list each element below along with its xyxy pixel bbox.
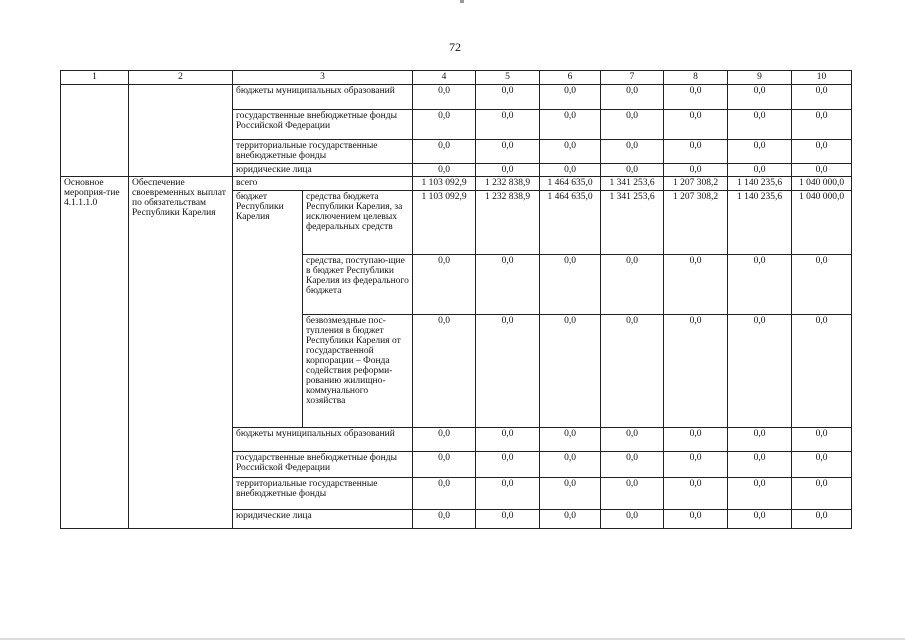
column-header: 3	[233, 71, 413, 85]
value-cell: 0,0	[664, 85, 728, 110]
column-header: 5	[476, 71, 540, 85]
source-label: государственные внебюджетные фонды Российской Федерации	[233, 110, 413, 140]
value-cell: 0,0	[540, 164, 601, 177]
value-cell: 0,0	[540, 85, 601, 110]
value-cell: 0,0	[792, 85, 852, 110]
budget-table	[60, 70, 852, 529]
total-value-cell: 1 232 838,9	[476, 177, 540, 191]
value-cell: 0,0	[540, 110, 601, 140]
page-number: 72	[449, 40, 461, 54]
value-cell: 0,0	[728, 110, 792, 140]
value-cell: 0,0	[601, 85, 664, 110]
budget-source-label: средства, поступаю-щие в бюджет Республики Карелия из федерального бюджета	[303, 255, 413, 315]
value-cell: 0,0	[540, 255, 601, 315]
value-cell: 0,0	[728, 478, 792, 510]
total-value-cell: 1 140 235,6	[728, 177, 792, 191]
total-value-cell: 1 464 635,0	[540, 177, 601, 191]
column-header: 9	[728, 71, 792, 85]
value-cell: 0,0	[792, 452, 852, 478]
value-cell: 0,0	[413, 428, 476, 452]
column-header: 8	[664, 71, 728, 85]
value-cell: 0,0	[540, 452, 601, 478]
value-cell: 0,0	[413, 478, 476, 510]
column-header: 4	[413, 71, 476, 85]
value-cell: 0,0	[601, 510, 664, 529]
value-cell: 0,0	[540, 428, 601, 452]
value-cell: 0,0	[476, 140, 540, 164]
value-cell: 0,0	[540, 510, 601, 529]
value-cell: 0,0	[540, 478, 601, 510]
source-label: юридические лица	[233, 510, 413, 529]
value-cell: 0,0	[664, 315, 728, 428]
value-cell: 0,0	[476, 478, 540, 510]
value-cell: 0,0	[476, 428, 540, 452]
value-cell: 0,0	[601, 428, 664, 452]
value-cell: 0,0	[476, 255, 540, 315]
column-header: 6	[540, 71, 601, 85]
column-header: 1	[61, 71, 129, 85]
value-cell: 0,0	[601, 255, 664, 315]
total-label: всего	[233, 177, 413, 191]
value-cell: 0,0	[540, 315, 601, 428]
source-label: территориальные государственные внебюджетные фонды	[233, 140, 413, 164]
total-value-cell: 1 341 253,6	[601, 177, 664, 191]
value-cell: 1 341 253,6	[601, 191, 664, 255]
value-cell: 0,0	[413, 140, 476, 164]
value-cell: 0,0	[413, 452, 476, 478]
measure-name: Обеспечение своевременных выплат по обязательствам Республики Карелия	[129, 177, 233, 529]
value-cell: 0,0	[476, 510, 540, 529]
value-cell: 0,0	[476, 452, 540, 478]
table-row	[61, 85, 852, 110]
value-cell: 0,0	[413, 315, 476, 428]
value-cell: 0,0	[728, 164, 792, 177]
budget-source-label: безвозмездные пос-тупления в бюджет Республики Карелия от государственной корпорации – Фонда содействия реформи-рованию жилищно-коммунального хозяйства	[303, 315, 413, 428]
source-label: бюджеты муниципальных образований	[233, 85, 413, 110]
source-label: юридические лица	[233, 164, 413, 177]
source-label: государственные внебюджетные фонды Российской Федерации	[233, 452, 413, 478]
value-cell: 0,0	[728, 428, 792, 452]
value-cell: 0,0	[664, 452, 728, 478]
value-cell: 0,0	[728, 315, 792, 428]
value-cell: 0,0	[413, 110, 476, 140]
value-cell: 0,0	[601, 140, 664, 164]
value-cell: 0,0	[728, 140, 792, 164]
value-cell: 0,0	[664, 255, 728, 315]
value-cell: 0,0	[792, 478, 852, 510]
source-label: территориальные государственные внебюджетные фонды	[233, 478, 413, 510]
value-cell: 0,0	[792, 255, 852, 315]
value-cell: 0,0	[664, 110, 728, 140]
value-cell: 0,0	[792, 164, 852, 177]
column-header: 7	[601, 71, 664, 85]
value-cell: 1 040 000,0	[792, 191, 852, 255]
column-header: 2	[129, 71, 233, 85]
total-row	[61, 177, 852, 191]
value-cell: 0,0	[601, 164, 664, 177]
value-cell: 0,0	[664, 510, 728, 529]
value-cell: 0,0	[728, 85, 792, 110]
value-cell: 0,0	[728, 255, 792, 315]
budget-label: бюджет Республики Карелия	[233, 191, 303, 428]
continued-code-cell	[61, 85, 129, 177]
value-cell: 0,0	[728, 510, 792, 529]
value-cell: 0,0	[728, 452, 792, 478]
value-cell: 0,0	[792, 428, 852, 452]
value-cell: 1 232 838,9	[476, 191, 540, 255]
budget-source-label: средства бюджета Республики Карелия, за исключением целевых федеральных средств	[303, 191, 413, 255]
total-value-cell: 1 040 000,0	[792, 177, 852, 191]
total-value-cell: 1 207 308,2	[664, 177, 728, 191]
value-cell: 0,0	[476, 85, 540, 110]
value-cell: 0,0	[413, 164, 476, 177]
value-cell: 0,0	[601, 452, 664, 478]
value-cell: 0,0	[476, 164, 540, 177]
value-cell: 0,0	[601, 315, 664, 428]
value-cell: 0,0	[792, 140, 852, 164]
value-cell: 1 464 635,0	[540, 191, 601, 255]
value-cell: 0,0	[792, 510, 852, 529]
value-cell: 0,0	[601, 110, 664, 140]
value-cell: 0,0	[601, 478, 664, 510]
value-cell: 0,0	[664, 140, 728, 164]
value-cell: 0,0	[664, 164, 728, 177]
value-cell: 0,0	[540, 140, 601, 164]
value-cell: 0,0	[476, 315, 540, 428]
value-cell: 1 207 308,2	[664, 191, 728, 255]
value-cell: 0,0	[664, 478, 728, 510]
value-cell: 1 140 235,6	[728, 191, 792, 255]
value-cell: 0,0	[413, 255, 476, 315]
value-cell: 1 103 092,9	[413, 191, 476, 255]
value-cell: 0,0	[413, 510, 476, 529]
value-cell: 0,0	[792, 110, 852, 140]
total-value-cell: 1 103 092,9	[413, 177, 476, 191]
column-header-row	[61, 71, 852, 85]
table-body	[61, 71, 852, 529]
scan-mark	[460, 0, 464, 3]
value-cell: 0,0	[413, 85, 476, 110]
column-header: 10	[792, 71, 852, 85]
source-label: бюджеты муниципальных образований	[233, 428, 413, 452]
value-cell: 0,0	[664, 428, 728, 452]
value-cell: 0,0	[792, 315, 852, 428]
measure-code: Основное мероприя-тие 4.1.1.1.0	[61, 177, 129, 529]
continued-name-cell	[129, 85, 233, 177]
value-cell: 0,0	[476, 110, 540, 140]
